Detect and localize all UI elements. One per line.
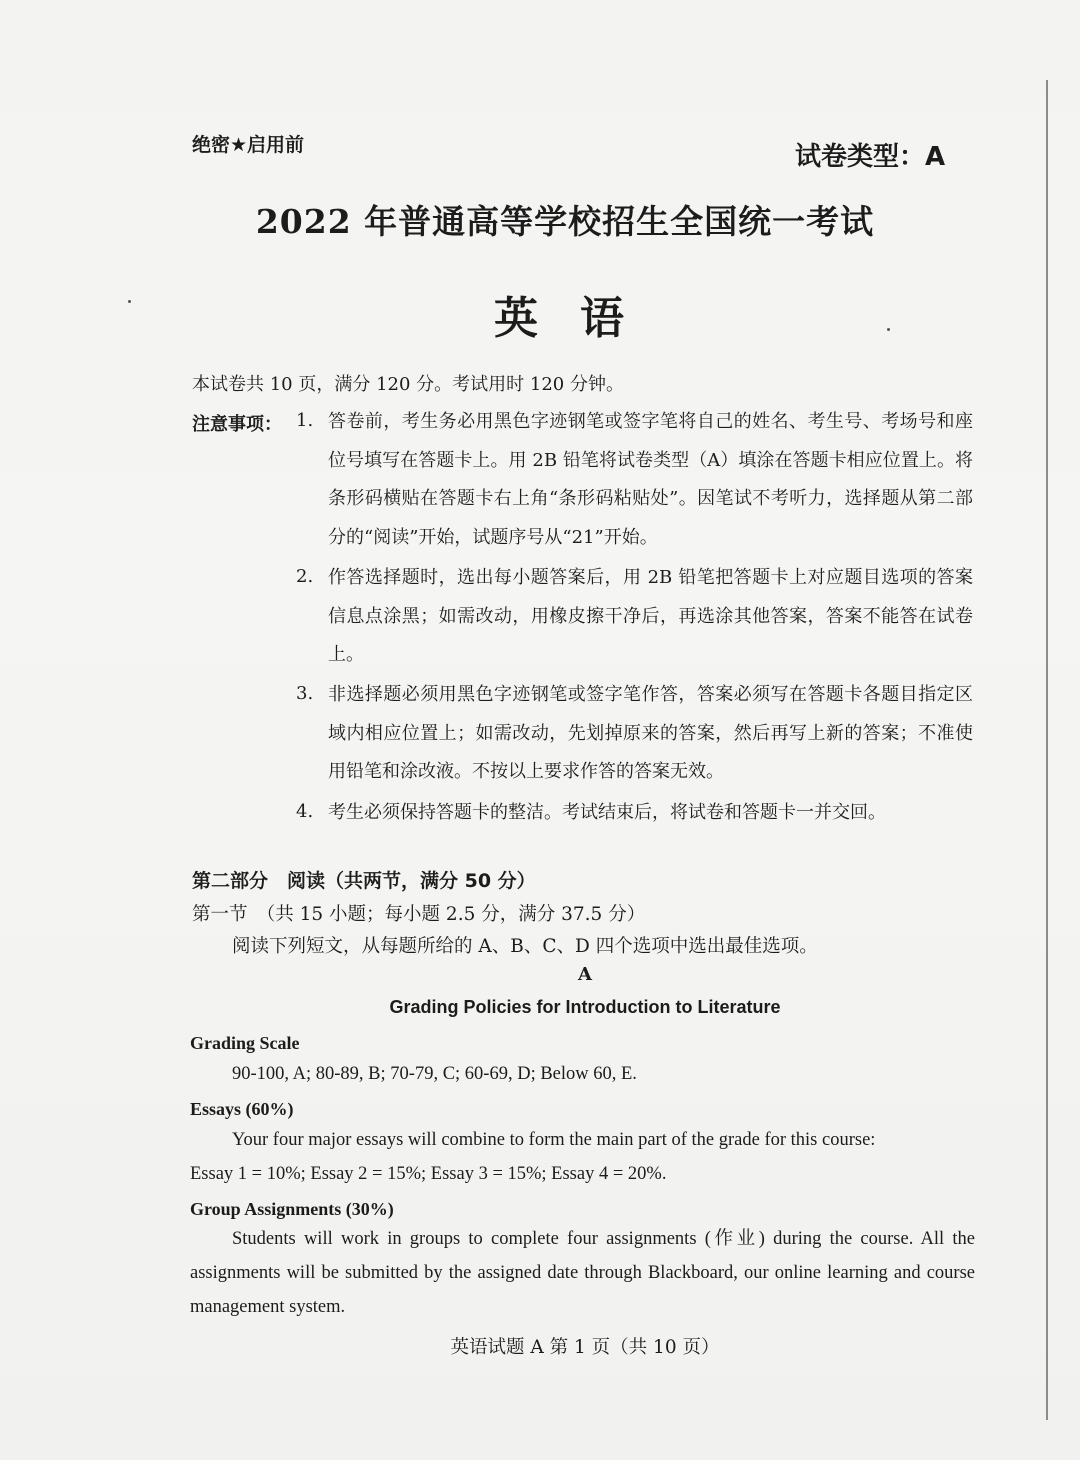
essays-heading: Essays (60%) bbox=[190, 1099, 294, 1119]
exam-intro: 本试卷共 10 页，满分 120 分。考试用时 120 分钟。 bbox=[192, 374, 624, 395]
passage-title: Grading Policies for Introduction to Literature bbox=[389, 997, 781, 1017]
passage-letter: A bbox=[578, 964, 592, 985]
essays-weights: Essay 1 = 10%; Essay 2 = 15%; Essay 3 = 15%; Essay 4 = 20%. bbox=[190, 1164, 667, 1184]
page-edge-line bbox=[1046, 80, 1048, 1420]
notes-label: 注意事项： bbox=[192, 414, 282, 435]
note-text: 答卷前，考生务必用黑色字迹钢笔或签字笔将自己的姓名、考生号、考场号和座位号填写在答题卡上。用 2B 铅笔将试卷类型（A）填涂在答题卡相应位置上。将条形码横贴在答题卡右上角“条形码粘贴处”。因笔试不考听力，选择题从第二部分的“阅读”开始，试题序号从“21”开始。 bbox=[328, 411, 973, 548]
note-number: 3. bbox=[296, 683, 314, 704]
note-number: 4. bbox=[296, 801, 314, 822]
part-heading: 第二部分 阅读（共两节，满分 50 分） bbox=[192, 870, 536, 892]
section-heading: 第一节 （共 15 小题；每小题 2.5 分，满分 37.5 分） bbox=[192, 904, 646, 925]
paper-type-label: 试卷类型：A bbox=[795, 142, 946, 172]
grading-scale-text: 90-100, A; 80-89, B; 70-79, C; 60-69, D; Below 60, E. bbox=[232, 1064, 637, 1084]
section-instruction: 阅读下列短文，从每题所给的 A、B、C、D 四个选项中选出最佳选项。 bbox=[232, 936, 818, 957]
group-assignments-heading: Group Assignments (30%) bbox=[190, 1199, 394, 1219]
confidential-label: 绝密★启用前 bbox=[192, 134, 305, 156]
essays-text: Your four major essays will combine to form the main part of the grade for this course: bbox=[232, 1130, 876, 1150]
note-text: 作答选择题时，选出每小题答案后，用 2B 铅笔把答题卡上对应题目选项的答案信息点涂黑；如需改动，用橡皮擦干净后，再选涂其他答案，答案不能答在试卷上。 bbox=[328, 567, 973, 665]
grading-scale-heading: Grading Scale bbox=[190, 1033, 300, 1053]
page-footer: 英语试题 A 第 1 页（共 10 页） bbox=[450, 1337, 720, 1358]
note-number: 2. bbox=[296, 566, 314, 587]
note-text: 考生必须保持答题卡的整洁。考试结束后，将试卷和答题卡一并交回。 bbox=[328, 802, 886, 823]
note-text: 非选择题必须用黑色字迹钢笔或签字笔作答，答案必须写在答题卡各题目指定区域内相应位置上；如需改动，先划掉原来的答案，然后再写上新的答案；不准使用铅笔和涂改液。不按以上要求作答的答案无效。 bbox=[328, 684, 973, 782]
group-assignments-text: Students will work in groups to complete four assignments (作业) during the course. All the assignments will be submitted by the assigned date through Blackboard, our online learning and course management system. bbox=[190, 1229, 975, 1317]
exam-title: 2022 年普通高等学校招生全国统一考试 bbox=[255, 202, 875, 241]
note-number: 1. bbox=[296, 410, 314, 431]
subject-title: 英语 bbox=[494, 293, 666, 344]
